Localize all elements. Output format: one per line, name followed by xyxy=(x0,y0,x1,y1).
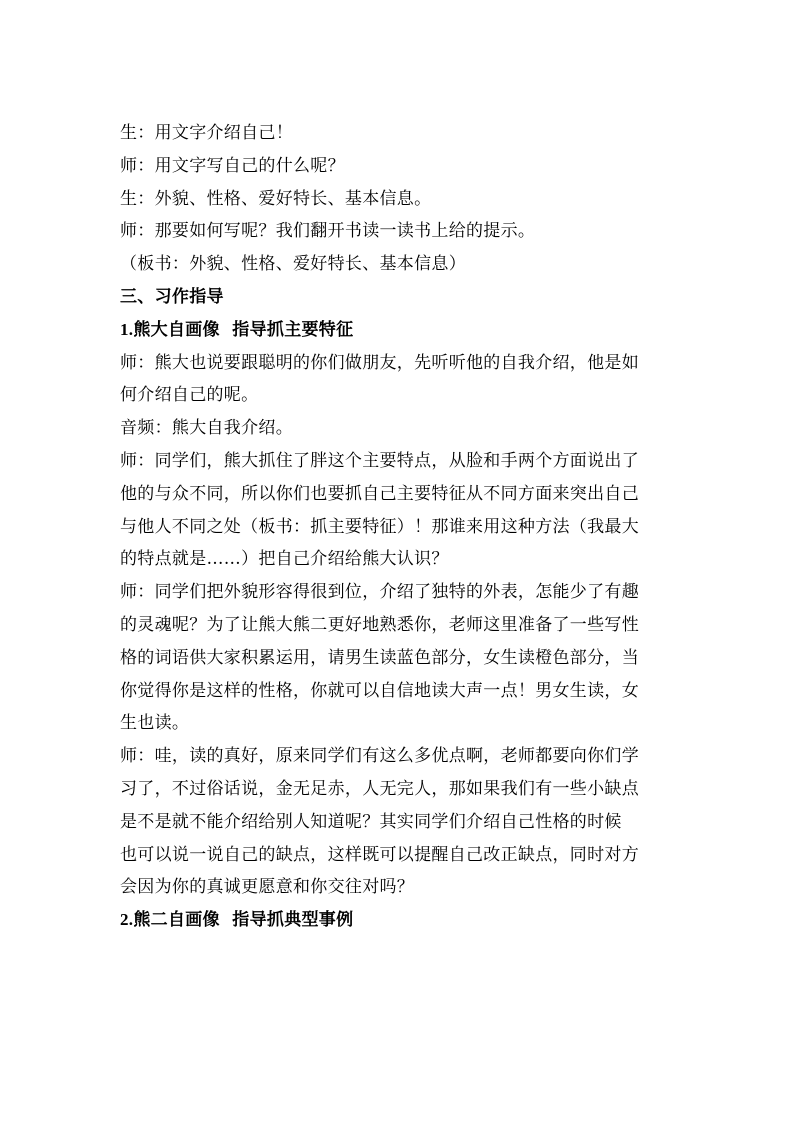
paragraph-line: 格的词语供大家积累运用，请男生读蓝色部分，女生读橙色部分，当 xyxy=(120,647,639,668)
paragraph-line: 何介绍自己的呢。 xyxy=(120,385,259,406)
paragraph-line: 会因为你的真诚更愿意和你交往对吗？ xyxy=(120,877,415,898)
paragraph-line: 习了，不过俗话说，金无足赤，人无完人，那如果我们有一些小缺点 xyxy=(120,778,639,799)
subsection-number: 2. xyxy=(120,910,134,930)
paragraph-line: 生也读。 xyxy=(120,713,190,734)
paragraph-line: 师：熊大也说要跟聪明的你们做朋友，先听听他的自我介绍，他是如 xyxy=(120,352,639,373)
dialogue-line: 生：用文字介绍自己！ xyxy=(120,123,293,143)
paragraph-line: 他的与众不同，所以你们也要抓自己主要特征从不同方面来突出自己 xyxy=(120,483,639,504)
dialogue-line: 师：那要如何写呢？我们翻开书读一读书上给的提示。 xyxy=(120,221,536,242)
document-body xyxy=(120,117,695,937)
paragraph-line: 你觉得你是这样的性格，你就可以自信地读大声一点！男女生读，女 xyxy=(120,680,639,701)
paragraph-line: 是不是就不能介绍给别人知道呢？其实同学们介绍自己性格的时候 xyxy=(120,811,622,832)
paragraph-line: 的灵魂呢？为了让熊大熊二更好地熟悉你，老师这里准备了一些写性 xyxy=(120,614,639,635)
dialogue-line: 生：外貌、性格、爱好特长、基本信息。 xyxy=(120,188,432,209)
subsection-number: 1. xyxy=(120,319,134,339)
subsection-title: 熊大自画像 指导抓主要特征 xyxy=(133,319,354,340)
subsection-title: 熊二自画像 指导抓典型事例 xyxy=(133,910,354,931)
paragraph-line: 的特点就是……）把自己介绍给熊大认识？ xyxy=(120,549,449,570)
paragraph-line: 师：哇，读的真好，原来同学们有这么多优点啊，老师都要向你们学 xyxy=(120,746,639,767)
subsection-heading-1 xyxy=(120,314,695,347)
paragraph-line: 与他人不同之处（板书：抓主要特征）！那谁来用这种方法（我最大 xyxy=(120,516,639,537)
paragraph-line: 师：同学们，熊大抓住了胖这个主要特点，从脸和手两个方面说出了 xyxy=(120,450,639,471)
audio-line: 音频：熊大自我介绍。 xyxy=(120,418,293,439)
paragraph-line: 也可以说一说自己的缺点，这样既可以提醒自己改正缺点，同时对方 xyxy=(120,844,639,865)
paragraph-line: 师：同学们把外貌形容得很到位，介绍了独特的外表，怎能少了有趣 xyxy=(120,582,639,603)
dialogue-line: 师：用文字写自己的什么呢？ xyxy=(120,155,345,176)
subsection-heading-2 xyxy=(120,904,695,937)
section-heading: 三、习作指导 xyxy=(120,286,224,307)
blackboard-note: （板书：外貌、性格、爱好特长、基本信息） xyxy=(120,254,466,275)
